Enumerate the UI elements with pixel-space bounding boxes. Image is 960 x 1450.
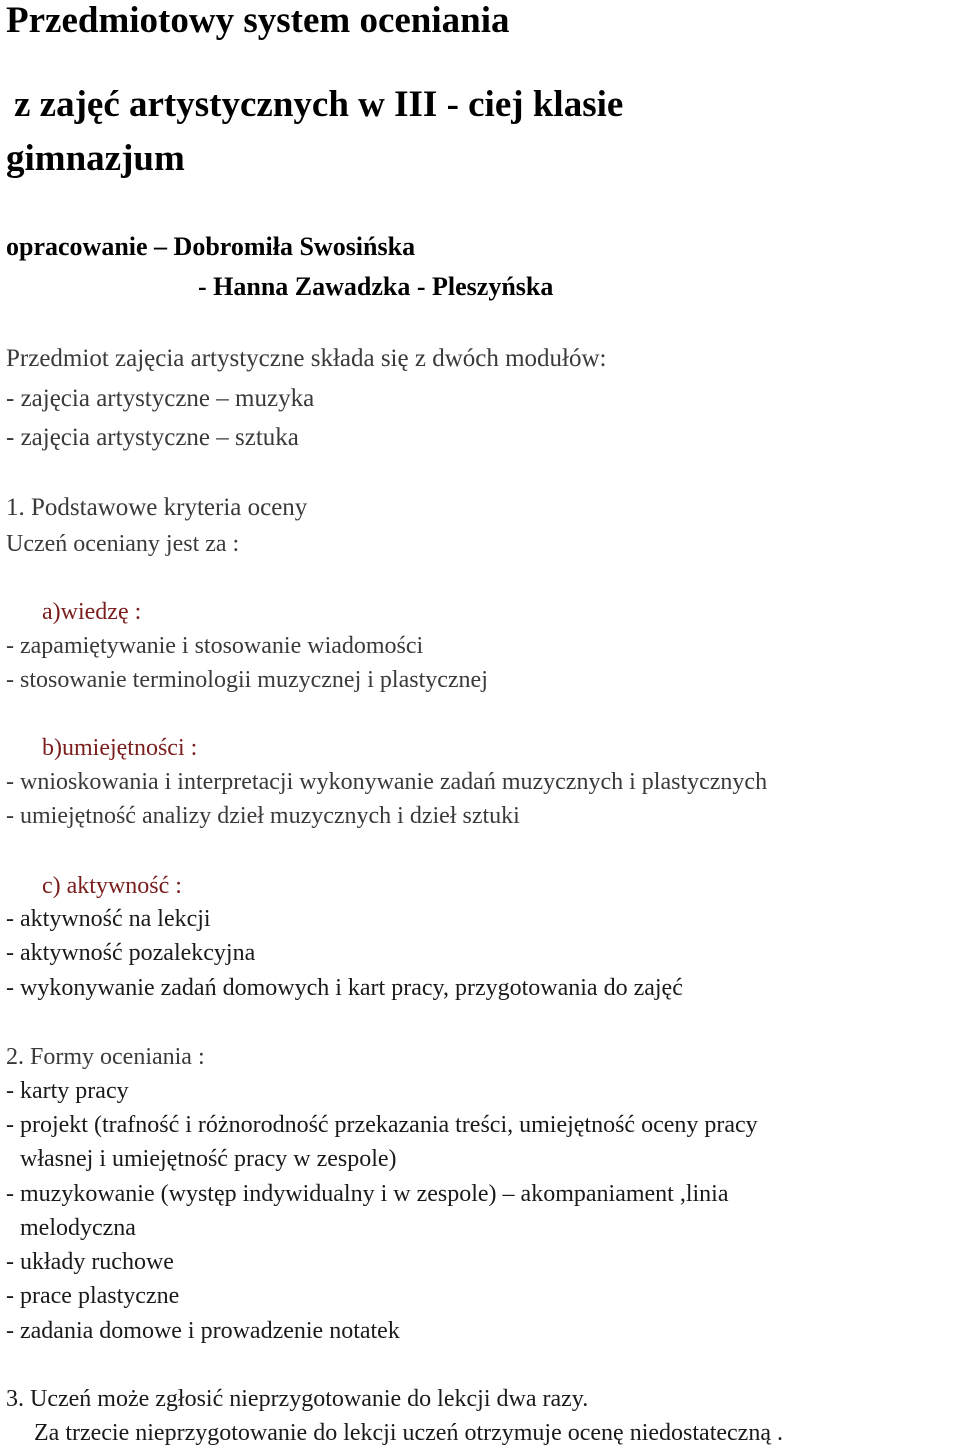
- document-title: Przedmiotowy system oceniania: [6, 0, 510, 41]
- form-item-3: - muzykowanie (występ indywidualny i w zespole) – akompaniament ,linia: [6, 1181, 729, 1207]
- authors-line-2: - Hanna Zawadzka - Pleszyńska: [198, 272, 554, 301]
- criterion-a-item-1: - zapamiętywanie i stosowanie wiadomości: [6, 633, 424, 659]
- section-2-heading: 2. Formy oceniania :: [6, 1044, 205, 1070]
- section-1-lead: Uczeń oceniany jest za :: [6, 531, 240, 557]
- section-3-line-1: 3. Uczeń może zgłosić nieprzygotowanie do lekcji dwa razy.: [6, 1386, 589, 1412]
- form-item-1: - karty pracy: [6, 1078, 129, 1104]
- form-item-2: - projekt (trafność i różnorodność przekazania treści, umiejętność oceny pracy: [6, 1112, 758, 1138]
- document-subtitle-cont: gimnazjum: [6, 138, 185, 179]
- criterion-a-item-2: - stosowanie terminologii muzycznej i plastycznej: [6, 667, 488, 693]
- form-item-2-cont: własnej i umiejętność pracy w zespole): [20, 1146, 397, 1172]
- document-subtitle: z zajęć artystycznych w III - ciej klasie: [14, 84, 624, 125]
- section-3-line-2: Za trzecie nieprzygotowanie do lekcji uczeń otrzymuje ocenę niedostateczną .: [34, 1420, 783, 1446]
- intro-line-3: - zajęcia artystyczne – sztuka: [6, 424, 299, 451]
- criterion-c-item-2: - aktywność pozalekcyjna: [6, 940, 256, 966]
- criterion-c-item-1: - aktywność na lekcji: [6, 906, 211, 932]
- form-item-4: - układy ruchowe: [6, 1249, 174, 1275]
- form-item-6: - zadania domowe i prowadzenie notatek: [6, 1318, 400, 1344]
- form-item-5: - prace plastyczne: [6, 1283, 180, 1309]
- section-1-heading: 1. Podstawowe kryteria oceny: [6, 494, 308, 521]
- criterion-c-label: c) aktywność :: [42, 873, 182, 899]
- intro-line-1: Przedmiot zajęcia artystyczne składa się z dwóch modułów:: [6, 345, 607, 372]
- intro-line-2: - zajęcia artystyczne – muzyka: [6, 385, 315, 412]
- criterion-b-item-1: - wnioskowania i interpretacji wykonywanie zadań muzycznych i plastycznych: [6, 769, 768, 795]
- criterion-c-item-3: - wykonywanie zadań domowych i kart pracy, przygotowania do zajęć: [6, 975, 683, 1001]
- criterion-a-label: a)wiedzę :: [42, 599, 142, 625]
- form-item-3-cont: melodyczna: [20, 1215, 136, 1241]
- criterion-b-item-2: - umiejętność analizy dzieł muzycznych i dzieł sztuki: [6, 803, 520, 829]
- criterion-b-label: b)umiejętności :: [42, 735, 198, 761]
- authors-line-1: opracowanie – Dobromiła Swosińska: [6, 232, 416, 261]
